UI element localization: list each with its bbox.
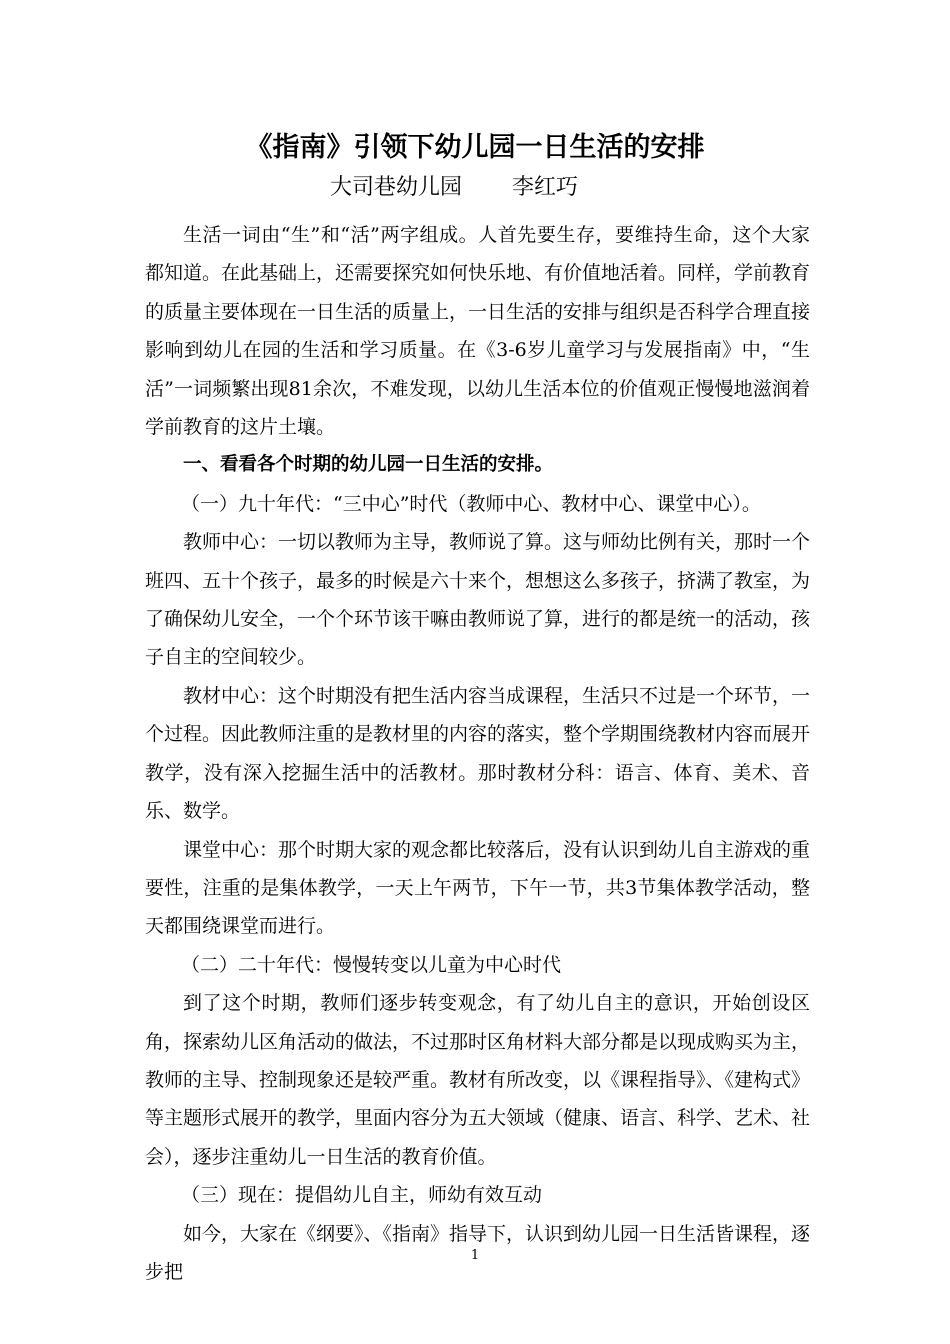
subsection-heading-1: （一）九十年代：“三中心”时代（教师中心、教材中心、课堂中心）。	[181, 492, 761, 515]
subsection-heading-3: （三）现在：提倡幼儿自主，师幼有效互动	[181, 1184, 543, 1207]
paragraph-teacher-center: 教师中心：一切以教师为主导，教师说了算。这与师幼比例有关，那时一个班四、五十个孩子，最多的时候是六十来个，想想这么多孩子，挤满了教室，为了确保幼儿安全，一个个环节该干嘛由教师说了算，进行的都是统一的活动，孩子自主的空间较少。	[145, 531, 811, 669]
document-body	[145, 216, 810, 1291]
paragraph-twenty-years: 到了这个时期，教师们逐步转变观念，有了幼儿自主的意识，开始创设区角，探索幼儿区角活动的做法，不过那时区角材料大部分都是以现成购买为主，教师的主导、控制现象还是较严重。教材有所改变，以《课程指导》、《建构式》等主题形式展开的教学，里面内容分为五大领域（健康、语言、科学、艺术、社会），逐步注重幼儿一日生活的教育价值。	[145, 992, 811, 1168]
author-organization: 大司巷幼儿园	[330, 175, 463, 200]
author-name: 李红巧	[512, 175, 579, 200]
paragraph-intro: 生活一词由“生”和“活”两字组成。人首先要生存，要维持生命，这个大家都知道。在此基础上，还需要探究如何快乐地、有价值地活着。同样，学前教育的质量主要体现在一日生活的质量上，一日生活的安排与组织是否科学合理直接影响到幼儿在园的生活和学习质量。在《3-6岁儿童学习与发展指南》中，“生活”一词频繁出现81余次，不难发现，以幼儿生活本位的价值观正慢慢地滋润着学前教育的这片土壤。	[145, 224, 811, 439]
paragraph-classroom-center: 课堂中心：那个时期大家的观念都比较落后，没有认识到幼儿自主游戏的重要性，注重的是集体教学，一天上午两节，下午一节，共3节集体教学活动，整天都围绕课堂而进行。	[145, 838, 811, 938]
section-heading-1: 一、看看各个时期的幼儿园一日生活的安排。	[183, 454, 554, 476]
document-title: 《指南》引领下幼儿园一日生活的安排	[245, 132, 705, 163]
paragraph-textbook-center: 教材中心：这个时期没有把生活内容当成课程，生活只不过是一个环节，一个过程。因此教师注重的是教材里的内容的落实，整个学期围绕教材内容而展开教学，没有深入挖掘生活中的活教材。那时教材分科：语言、体育、美术、音乐、数学。	[145, 684, 811, 823]
page-number: 1	[470, 1248, 480, 1263]
author-line	[330, 170, 578, 206]
subsection-heading-2: （二）二十年代：慢慢转变以儿童为中心时代	[181, 953, 562, 976]
paragraph-now: 如今，大家在《纲要》、《指南》指导下，认识到幼儿园一日生活皆课程，逐步把	[145, 1222, 811, 1283]
